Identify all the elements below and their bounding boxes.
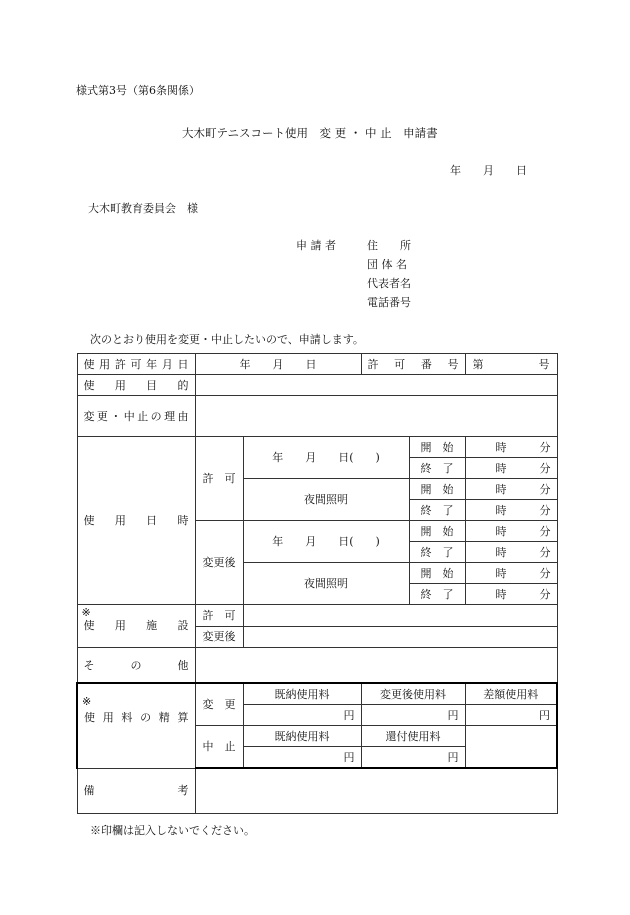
- other-field[interactable]: [195, 648, 557, 684]
- schedule-permit-start-label: 開 始: [409, 437, 465, 458]
- schedule-changed-light-end-label: 終 了: [409, 584, 465, 605]
- applicant-phone-label: 電話番号: [367, 296, 411, 309]
- schedule-changed-end-label: 終 了: [409, 542, 465, 563]
- applicant-representative-label: 代表者名: [367, 277, 411, 290]
- schedule-permit-light-end-label: 終 了: [409, 500, 465, 521]
- facility-changed-field: [243, 626, 557, 648]
- schedule-permit-night-light: 夜間照明: [243, 479, 409, 521]
- schedule-changed-light-start-label: 開 始: [409, 563, 465, 584]
- permit-date-label: 使用許可年月日: [77, 354, 195, 375]
- application-table: [76, 353, 558, 814]
- schedule-changed-end-time[interactable]: 時 分: [465, 542, 557, 563]
- permit-number-value[interactable]: 第 号: [465, 354, 557, 375]
- facility-cell: [77, 605, 195, 648]
- fee-cancel-refund-label: 還付使用料: [361, 726, 465, 747]
- schedule-changed-light-start-time[interactable]: 時 分: [465, 563, 557, 584]
- permit-number-label: 許可番号: [361, 354, 465, 375]
- footnote: ※印欄は記入しないでください。: [90, 824, 255, 837]
- remarks-field[interactable]: [195, 768, 557, 814]
- schedule-changed-night-light: 夜間照明: [243, 563, 409, 605]
- schedule-changed-start-label: 開 始: [409, 521, 465, 542]
- schedule-permit-label: 許 可: [195, 437, 243, 521]
- schedule-permit-date[interactable]: 年 月 日( ): [243, 437, 409, 479]
- purpose-field[interactable]: [195, 375, 557, 396]
- fee-cancel-paid-label: 既納使用料: [243, 726, 361, 747]
- fee-cancel-paid-amount: 円: [243, 747, 361, 769]
- fee-change-after-label: 変更後使用料: [361, 683, 465, 705]
- facility-label: 使用施設: [83, 619, 189, 632]
- fee-cancel-blank: [465, 726, 557, 769]
- fee-change-after-amount: 円: [361, 705, 465, 726]
- reason-label: 変更・中止の理由: [77, 396, 195, 437]
- fee-cancel-refund-amount: 円: [361, 747, 465, 769]
- fee-change-paid-label: 既納使用料: [243, 683, 361, 705]
- fee-change-diff-label: 差額使用料: [465, 683, 557, 705]
- fee-label: 使用料の精算: [84, 711, 189, 724]
- schedule-permit-end-time[interactable]: 時 分: [465, 458, 557, 479]
- facility-permit-field: [243, 605, 557, 627]
- applicant-label: 申 請 者: [296, 239, 336, 252]
- fee-change-label: 変 更: [195, 683, 243, 726]
- form-number: 様式第3号（第6条関係）: [76, 84, 200, 97]
- schedule-permit-light-start-label: 開 始: [409, 479, 465, 500]
- schedule-changed-date[interactable]: 年 月 日( ): [243, 521, 409, 563]
- schedule-permit-light-start-time[interactable]: 時 分: [465, 479, 557, 500]
- schedule-changed-label: 変更後: [195, 521, 243, 605]
- applicant-address-label: 住 所: [367, 239, 411, 252]
- facility-changed-label: 変更後: [195, 626, 243, 648]
- application-date: 年 月 日: [450, 164, 527, 177]
- fee-cancel-label: 中 止: [195, 726, 243, 769]
- fee-change-paid-amount: 円: [243, 705, 361, 726]
- schedule-changed-light-end-time[interactable]: 時 分: [465, 584, 557, 605]
- fee-mark: ※: [82, 695, 92, 708]
- schedule-permit-light-end-time[interactable]: 時 分: [465, 500, 557, 521]
- fee-change-diff-amount: 円: [465, 705, 557, 726]
- schedule-permit-start-time[interactable]: 時 分: [465, 437, 557, 458]
- permit-date-value[interactable]: 年 月 日: [195, 354, 361, 375]
- facility-permit-label: 許 可: [195, 605, 243, 627]
- facility-mark: ※: [81, 606, 91, 619]
- other-label: その他: [77, 648, 195, 684]
- addressee: 大木町教育委員会 様: [88, 202, 198, 215]
- schedule-label: 使用日時: [77, 437, 195, 605]
- schedule-permit-end-label: 終 了: [409, 458, 465, 479]
- schedule-changed-start-time[interactable]: 時 分: [465, 521, 557, 542]
- remarks-label: 備考: [77, 768, 195, 814]
- applicant-group-label: 団 体 名: [367, 258, 407, 271]
- reason-field[interactable]: [195, 396, 557, 437]
- document-title: 大木町テニスコート使用 変 更 ・ 中 止 申請書: [182, 126, 438, 140]
- intro-text: 次のとおり使用を変更・中止したいので、申請します。: [90, 333, 364, 346]
- fee-cell: [77, 683, 195, 768]
- purpose-label: 使用目的: [77, 375, 195, 396]
